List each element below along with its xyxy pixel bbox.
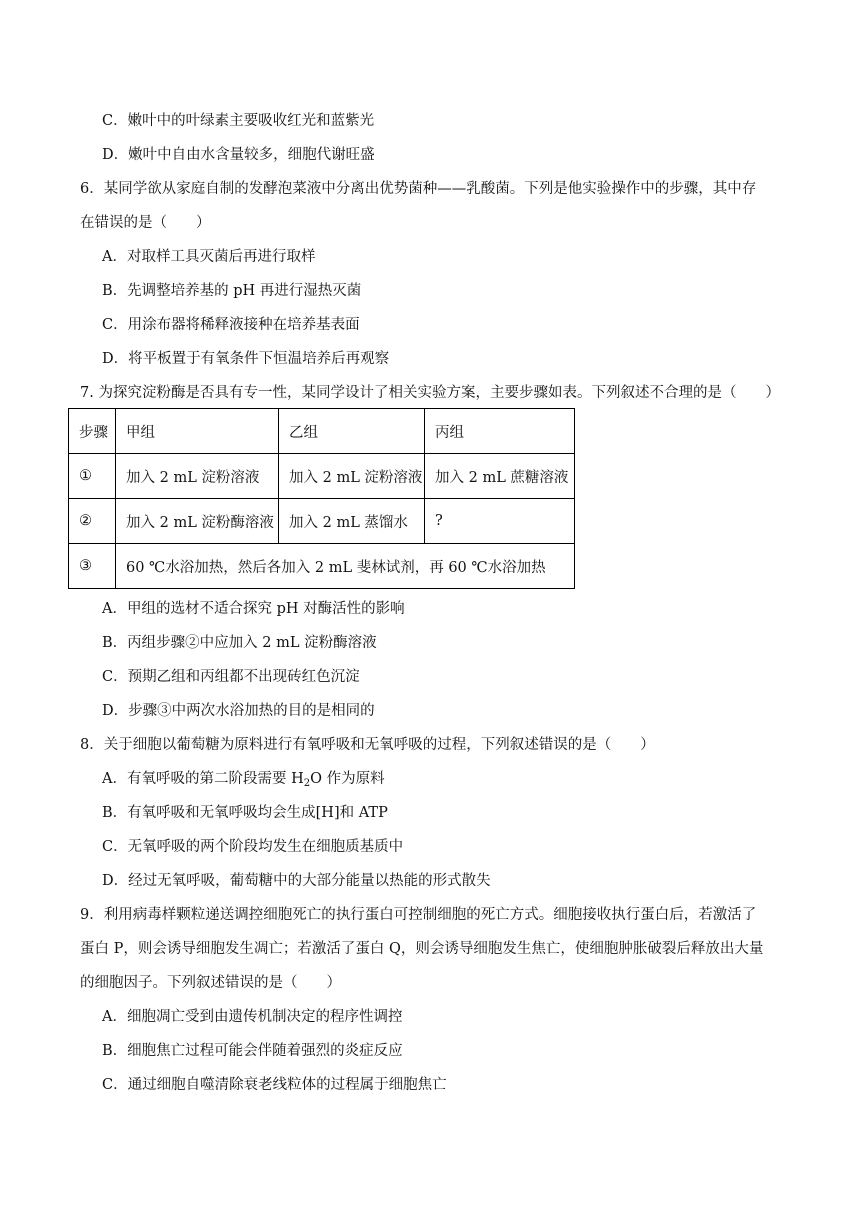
question-8-option-d: D．经过无氧呼吸，葡萄糖中的大部分能量以热能的形式散失 [102,873,491,889]
question-7-option-d: D．步骤③中两次水浴加热的目的是相同的 [102,703,375,719]
question-6-stem-line1: 6．某同学欲从家庭自制的发酵泡菜液中分离出优势菌种——乳酸菌。下列是他实验操作中的步骤，其中存 [80,181,757,197]
question-7-option-b: B．丙组步骤②中应加入 2 mL 淀粉酶溶液 [102,635,377,651]
table-cell: 加入 2 mL 淀粉酶溶液 [116,499,279,544]
option-text: A．有氧呼吸的第二阶段需要 H [102,771,304,787]
table-cell: 加入 2 mL 淀粉溶液 [279,454,425,499]
table-cell: ② [69,499,116,544]
table-cell: 60 ℃水浴加热，然后各加入 2 mL 斐林试剂，再 60 ℃水浴加热 [116,544,575,589]
question-9-option-b: B．细胞焦亡过程可能会伴随着强烈的炎症反应 [102,1043,403,1059]
table-cell: ? [425,499,575,544]
subscript: 2 [303,778,311,789]
question-8-option-b: B．有氧呼吸和无氧呼吸均会生成[H]和 ATP [102,805,388,821]
question-8-option-a [102,769,385,794]
table-cell: 加入 2 mL 蔗糖溶液 [425,454,575,499]
table-row [69,409,575,454]
table-row [69,499,575,544]
table-cell: ③ [69,544,116,589]
table-cell: 加入 2 mL 蒸馏水 [279,499,425,544]
table-row [69,544,575,589]
question-5-option-c: C．嫩叶中的叶绿素主要吸收红光和蓝紫光 [102,113,375,129]
question-9-stem-line1: 9．利用病毒样颗粒递送调控细胞死亡的执行蛋白可控制细胞的死亡方式。细胞接收执行蛋白后，若激活了 [80,907,757,923]
table-row [69,454,575,499]
table-header-cell: 乙组 [279,409,425,454]
question-9-stem-line2: 蛋白 P，则会诱导细胞发生凋亡；若激活了蛋白 Q，则会诱导细胞发生焦亡，使细胞肿胀破裂后释放出大量 [80,941,764,957]
table-cell: ① [69,454,116,499]
experiment-steps-table [68,408,575,589]
question-6-option-a: A．对取样工具灭菌后再进行取样 [102,249,316,265]
question-6-option-c: C．用涂布器将稀释液接种在培养基表面 [102,317,360,333]
question-8-stem: 8．关于细胞以葡萄糖为原料进行有氧呼吸和无氧呼吸的过程，下列叙述错误的是（ ） [80,737,655,753]
question-5-option-d: D．嫩叶中自由水含量较多，细胞代谢旺盛 [102,147,375,163]
question-7-option-c: C．预期乙组和丙组都不出现砖红色沉淀 [102,669,360,685]
table-cell: 加入 2 mL 淀粉溶液 [116,454,279,499]
question-6-stem-line2: 在错误的是（ ） [80,215,211,231]
question-9-option-a: A．细胞凋亡受到由遗传机制决定的程序性调控 [102,1009,403,1025]
question-9-option-c: C．通过细胞自噬清除衰老线粒体的过程属于细胞焦亡 [102,1077,447,1093]
question-6-option-d: D．将平板置于有氧条件下恒温培养后再观察 [102,351,390,367]
table-header-cell: 甲组 [116,409,279,454]
question-9-stem-line3: 的细胞因子。下列叙述错误的是（ ） [80,975,341,991]
question-7-option-a: A．甲组的选材不适合探究 pH 对酶活性的影响 [102,601,405,617]
table-header-cell: 步骤 [69,409,116,454]
table-header-cell: 丙组 [425,409,575,454]
option-text: O 作为原料 [310,771,385,787]
question-6-option-b: B．先调整培养基的 pH 再进行湿热灭菌 [102,283,362,299]
question-7-stem: 7. 为探究淀粉酶是否具有专一性，某同学设计了相关实验方案，主要步骤如表。下列叙述不合理的是（ ） [80,385,780,401]
question-8-option-c: C．无氧呼吸的两个阶段均发生在细胞质基质中 [102,839,404,855]
